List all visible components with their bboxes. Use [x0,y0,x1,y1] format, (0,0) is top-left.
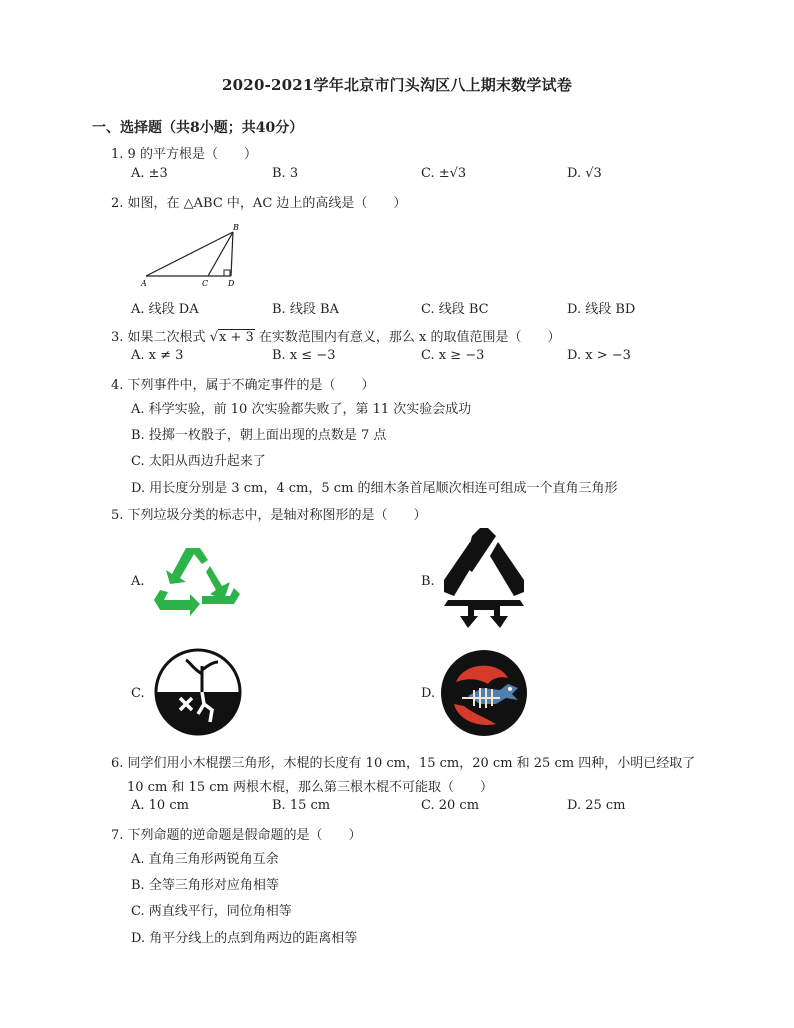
q4-option-d: D. 用长度分别是 3 cm，4 cm，5 cm 的细木条首尾顺次相连可组成一个直角三角形 [131,481,618,496]
q7-option-b: B. 全等三角形对应角相等 [131,878,279,893]
fig-label-a: A [141,279,147,288]
section-heading: 一、选择题（共8小题；共40分） [92,120,304,136]
question-6-stem-line1: 6. 同学们用小木棍摆三角形，木棍的长度有 10 cm，15 cm，20 cm 和 25 cm 四种，小明已经取了 [111,756,696,771]
q1-option-a: A. ±3 [131,166,168,181]
question-2-stem: 2. 如图，在 △ABC 中，AC 边上的高线是（ ） [111,196,407,211]
q3-radicand: x + 3 [218,330,254,345]
question-1-stem: 1. 9 的平方根是（ ） [111,147,257,162]
q2-option-c: C. 线段 BC [421,302,489,317]
q2-option-b: B. 线段 BA [272,302,339,317]
kitchen-waste-icon [438,648,530,738]
other-waste-icon [152,648,244,736]
q3-option-a: A. x ≠ 3 [131,348,184,363]
q3-option-d: D. x > −3 [567,348,631,363]
fig-label-d: D [228,279,235,288]
q4-option-b: B. 投掷一枚骰子，朝上面出现的点数是 7 点 [131,428,387,443]
q6-option-c: C. 20 cm [421,798,480,813]
q6-option-b: B. 15 cm [272,798,331,813]
q7-option-d: D. 角平分线上的点到角两边的距离相等 [131,931,358,946]
triangle-figure [138,220,248,290]
q1-option-c: C. ±√3 [421,166,467,181]
fig-label-b: B [233,223,239,232]
q2-option-d: D. 线段 BD [567,302,636,317]
page-title: 2020-2021学年北京市门头沟区八上期末数学试卷 [222,76,572,94]
question-7-stem: 7. 下列命题的逆命题是假命题的是（ ） [111,828,362,843]
recycle-icon [150,544,246,616]
q3-option-b: B. x ≤ −3 [272,348,336,363]
q3-stem-pre: 3. 如果二次根式 [111,330,206,345]
q5-option-b: B. [421,574,435,589]
q7-option-c: C. 两直线平行，同位角相等 [131,904,292,919]
q1-option-b: B. 3 [272,166,299,181]
q5-option-d: D. [421,686,436,701]
q4-option-c: C. 太阳从西边升起来了 [131,454,266,469]
question-4-stem: 4. 下列事件中，属于不确定事件的是（ ） [111,378,375,393]
q6-option-d: D. 25 cm [567,798,626,813]
hazard-waste-icon [438,526,530,630]
fig-label-c: C [202,279,209,288]
q2-option-a: A. 线段 DA [131,302,199,317]
q5-option-c: C. [131,686,145,701]
q5-option-a: A. [131,574,145,589]
q3-option-c: C. x ≥ −3 [421,348,485,363]
q6-option-a: A. 10 cm [131,798,189,813]
q7-option-a: A. 直角三角形两锐角互余 [131,852,279,867]
question-6-stem-line2: 10 cm 和 15 cm 两根木棍，那么第三根木棍不可能取（ ） [127,780,493,795]
q3-stem-post: 在实数范围内有意义，那么 x 的取值范围是（ ） [258,330,561,345]
question-3-stem [111,326,561,345]
sqrt-symbol: √ [209,330,218,345]
q4-option-a: A. 科学实验，前 10 次实验都失败了，第 11 次实验会成功 [131,402,472,417]
q1-option-d: D. √3 [567,166,602,181]
question-5-stem: 5. 下列垃圾分类的标志中，是轴对称图形的是（ ） [111,508,427,523]
